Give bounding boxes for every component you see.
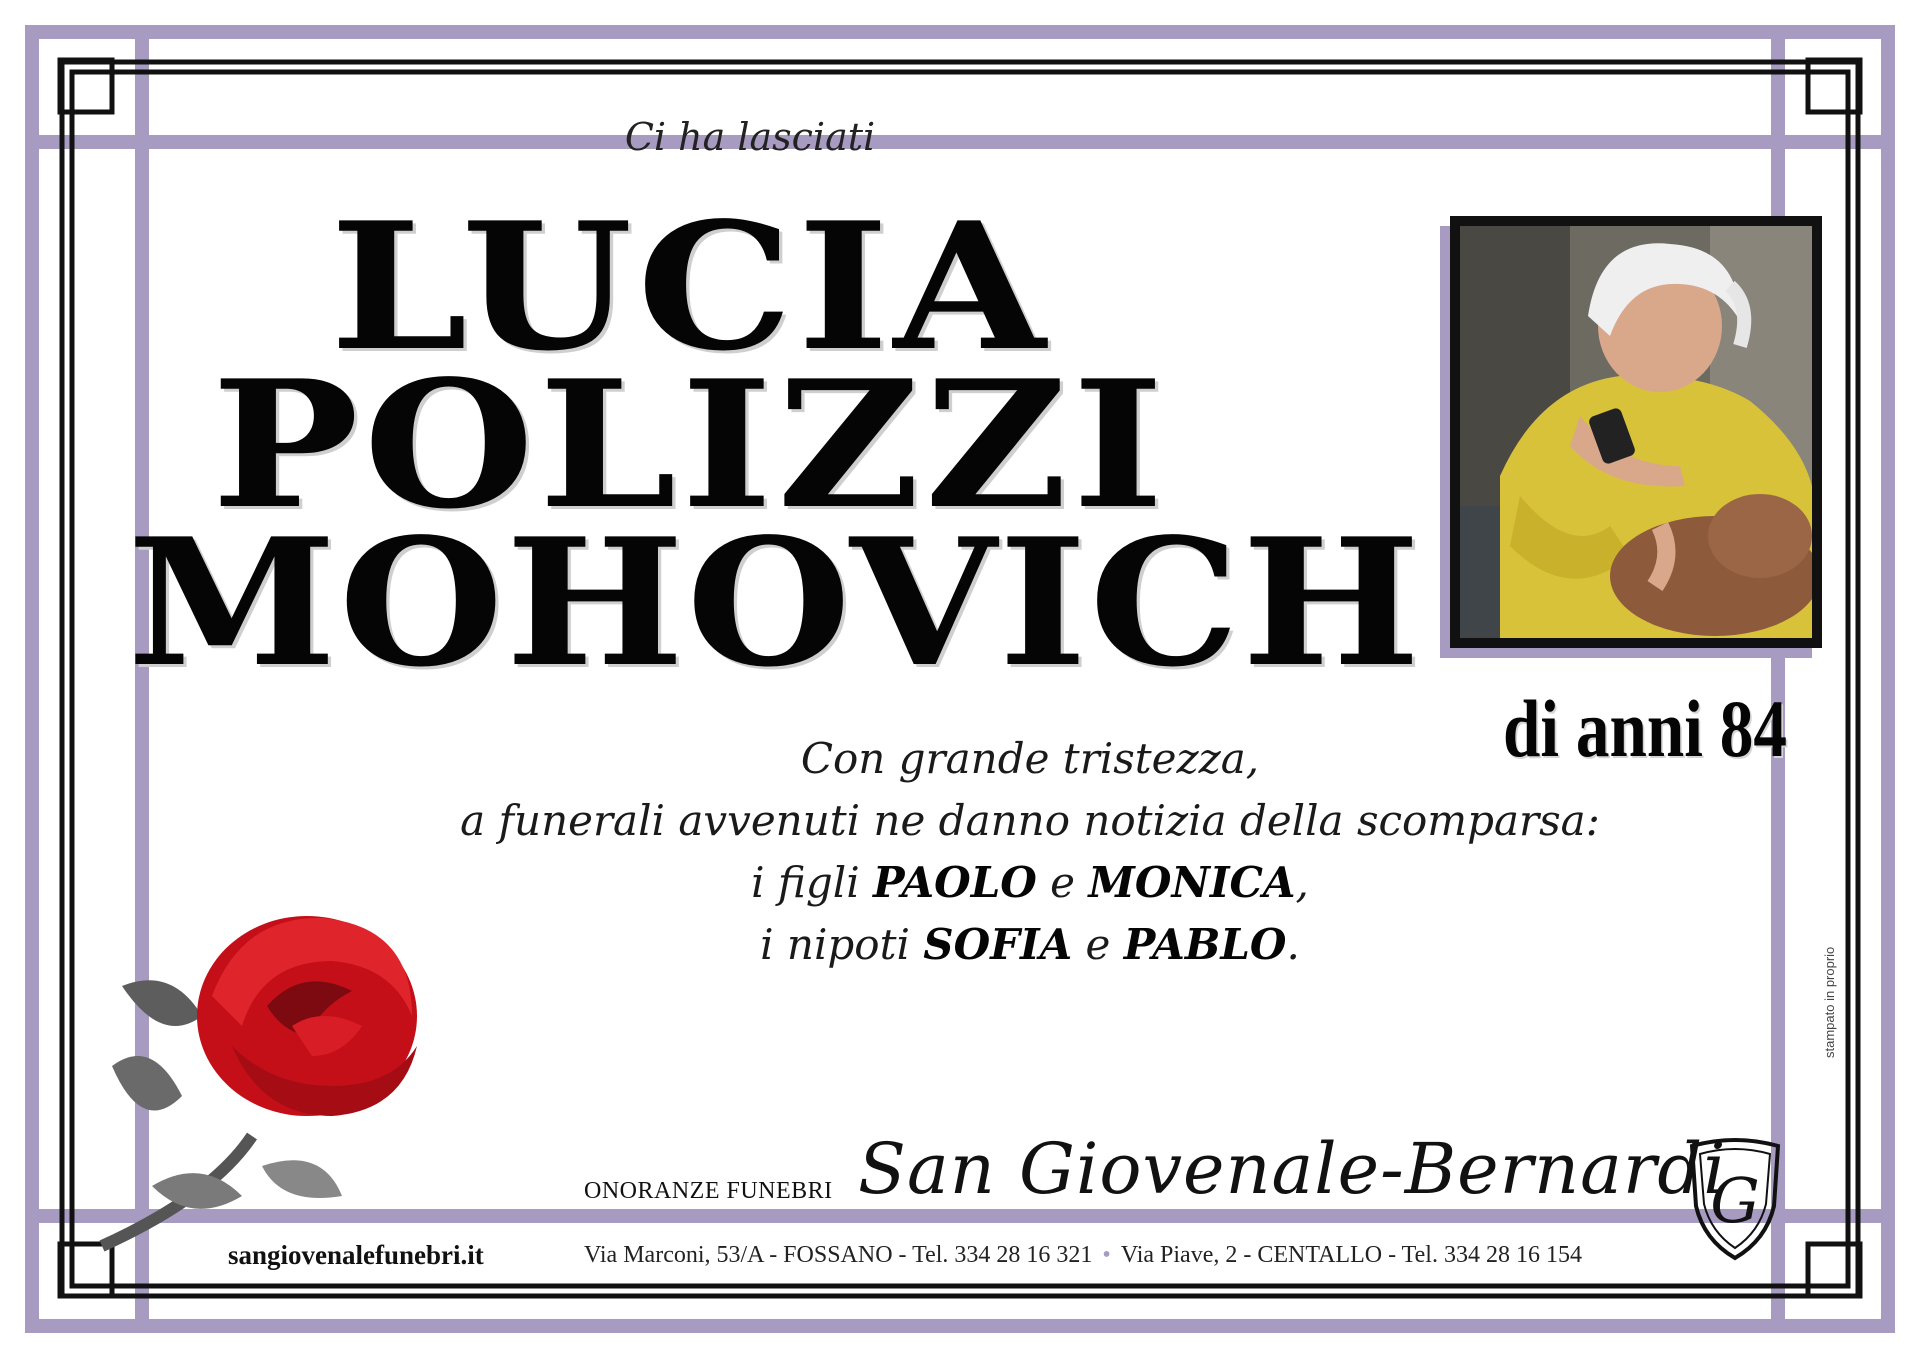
age-text: di anni 84 <box>1502 683 1788 774</box>
company-label: ONORANZE FUNEBRI <box>584 1178 833 1204</box>
punctuation: . <box>1286 920 1300 969</box>
conjunction: e <box>1072 920 1124 969</box>
company-name: San Giovenale-Bernardi <box>858 1128 1727 1210</box>
website-link[interactable]: sangiovenalefunebri.it <box>228 1240 484 1270</box>
addresses <box>584 1242 1582 1269</box>
printed-note: stampato in proprio <box>1822 946 1837 1058</box>
announcement-line-4 <box>380 920 1680 969</box>
grandchildren-label: i nipoti <box>760 920 924 969</box>
shield-icon <box>1686 1136 1784 1262</box>
children-label: i figli <box>751 858 873 907</box>
crest-letter: G <box>1710 1164 1760 1237</box>
grandchild-name-2: PABLO <box>1123 920 1287 969</box>
portrait-illustration <box>1460 226 1812 638</box>
deceased-first-name: LUCIA <box>329 185 1051 390</box>
announcement-line-3 <box>380 858 1680 907</box>
child-name-1: PAOLO <box>873 858 1037 907</box>
deceased-surname-2: MOHOVICH <box>127 501 1423 706</box>
grandchild-name-1: SOFIA <box>923 920 1073 969</box>
punctuation: , <box>1295 858 1309 907</box>
announcement-line-2: a funerali avvenuti ne danno notizia della scomparsa: <box>460 796 1600 845</box>
deceased-surname-1: POLIZZI <box>211 343 1169 548</box>
announcement-line-1: Con grande tristezza, <box>800 734 1260 783</box>
conjunction: e <box>1036 858 1089 907</box>
address-centallo: Via Piave, 2 - CENTALLO - Tel. 334 28 16 154 <box>1120 1242 1582 1268</box>
rose-icon <box>92 906 432 1266</box>
intro-text: Ci ha lasciati <box>624 115 876 159</box>
portrait-photo <box>1450 216 1822 648</box>
address-separator: • <box>1102 1242 1111 1268</box>
child-name-2: MONICA <box>1088 858 1296 907</box>
address-fossano: Via Marconi, 53/A - FOSSANO - Tel. 334 28 16 321 <box>584 1242 1093 1268</box>
